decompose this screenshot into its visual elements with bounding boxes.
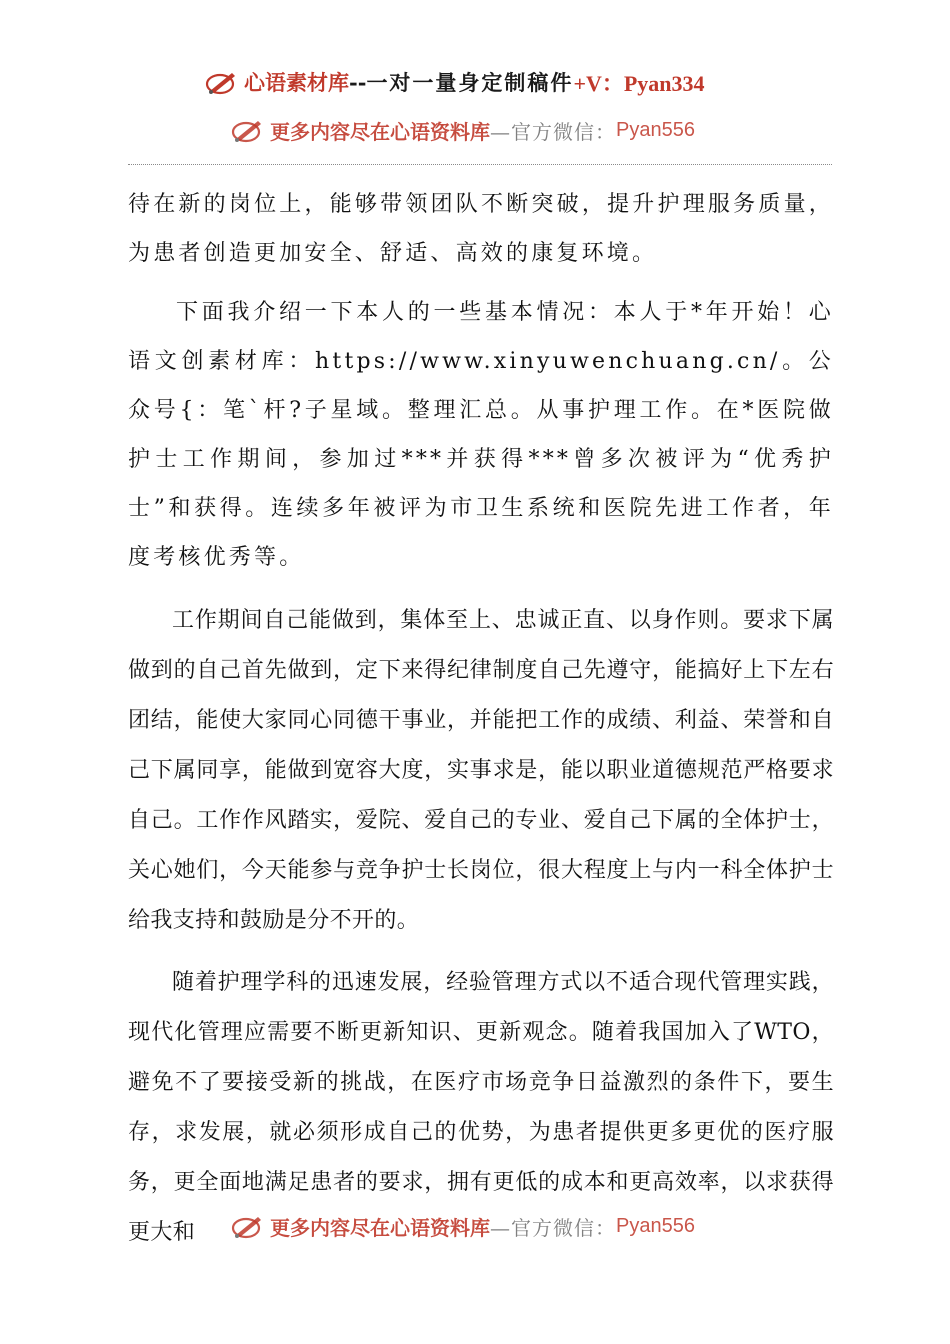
notice-right-text: —官方微信：	[490, 119, 616, 144]
pen-logo-icon	[230, 115, 266, 145]
pen-logo-icon	[204, 67, 240, 97]
notice-left-text: 更多内容尽在心语资料库	[270, 119, 490, 144]
header-notice	[230, 112, 695, 148]
notice-id-text: Pyan556	[616, 118, 695, 141]
header-divider	[128, 164, 832, 165]
header-banner	[204, 64, 705, 100]
footer-notice	[230, 1208, 695, 1244]
paragraph: 工作期间自己能做到，集体至上、忠诚正直、以身作则。要求下属做到的自己首先做到，定下来得纪律制度自己先遵守，能搞好上下左右团结，能使大家同心同德干事业，并能把工作的成绩、利益、荣誉和自己下属同享，能做到宽容大度，实事求是，能以职业道德规范严格要求自己。工作作风踏实，爱院、爱自己的专业、爱自己下属的全体护士，关心她们，今天能参与竞争护士长岗位，很大程度上与内一科全体护士给我支持和鼓励是分不开的。	[128, 608, 834, 933]
footer-left-text: 更多内容尽在心语资料库	[270, 1215, 490, 1240]
pen-logo-icon	[230, 1211, 266, 1241]
footer-id-text: Pyan556	[616, 1214, 695, 1237]
document-body	[128, 180, 834, 1258]
service-text: 一对一量身定制稿件	[366, 70, 574, 95]
contact-text: +V：Pyan334	[573, 70, 705, 96]
brand-name: 心语素材库	[244, 70, 349, 95]
footer-right-text: —官方微信：	[490, 1215, 616, 1240]
paragraph: 下面我介绍一下本人的一些基本情况：本人于*年开始！心语文创素材库：https://www.xinyuwenchuang.cn/。公众号{：笔`杆?子星域。整理汇总。从事护理工作。在*医院做护士工作期间，参加过***并获得***曾多次被评为“优秀护士”和获得。连续多年被评为市卫生系统和医院先进工作者，年度考核优秀等。	[128, 300, 834, 570]
brand-separator: --	[349, 69, 367, 95]
paragraph: 待在新的岗位上，能够带领团队不断突破，提升护理服务质量，为患者创造更加安全、舒适、高效的康复环境。	[128, 192, 834, 266]
paragraph: 随着护理学科的迅速发展，经验管理方式以不适合现代管理实践，现代化管理应需要不断更新知识、更新观念。随着我国加入了WTO，避免不了要接受新的挑战，在医疗市场竞争日益激烈的条件下，要生存，求发展，就必须形成自己的优势，为患者提供更多更优的医疗服务，更全面地满足患者的要求，拥有更低的成本和更高效率，以求获得更大和	[128, 970, 834, 1245]
